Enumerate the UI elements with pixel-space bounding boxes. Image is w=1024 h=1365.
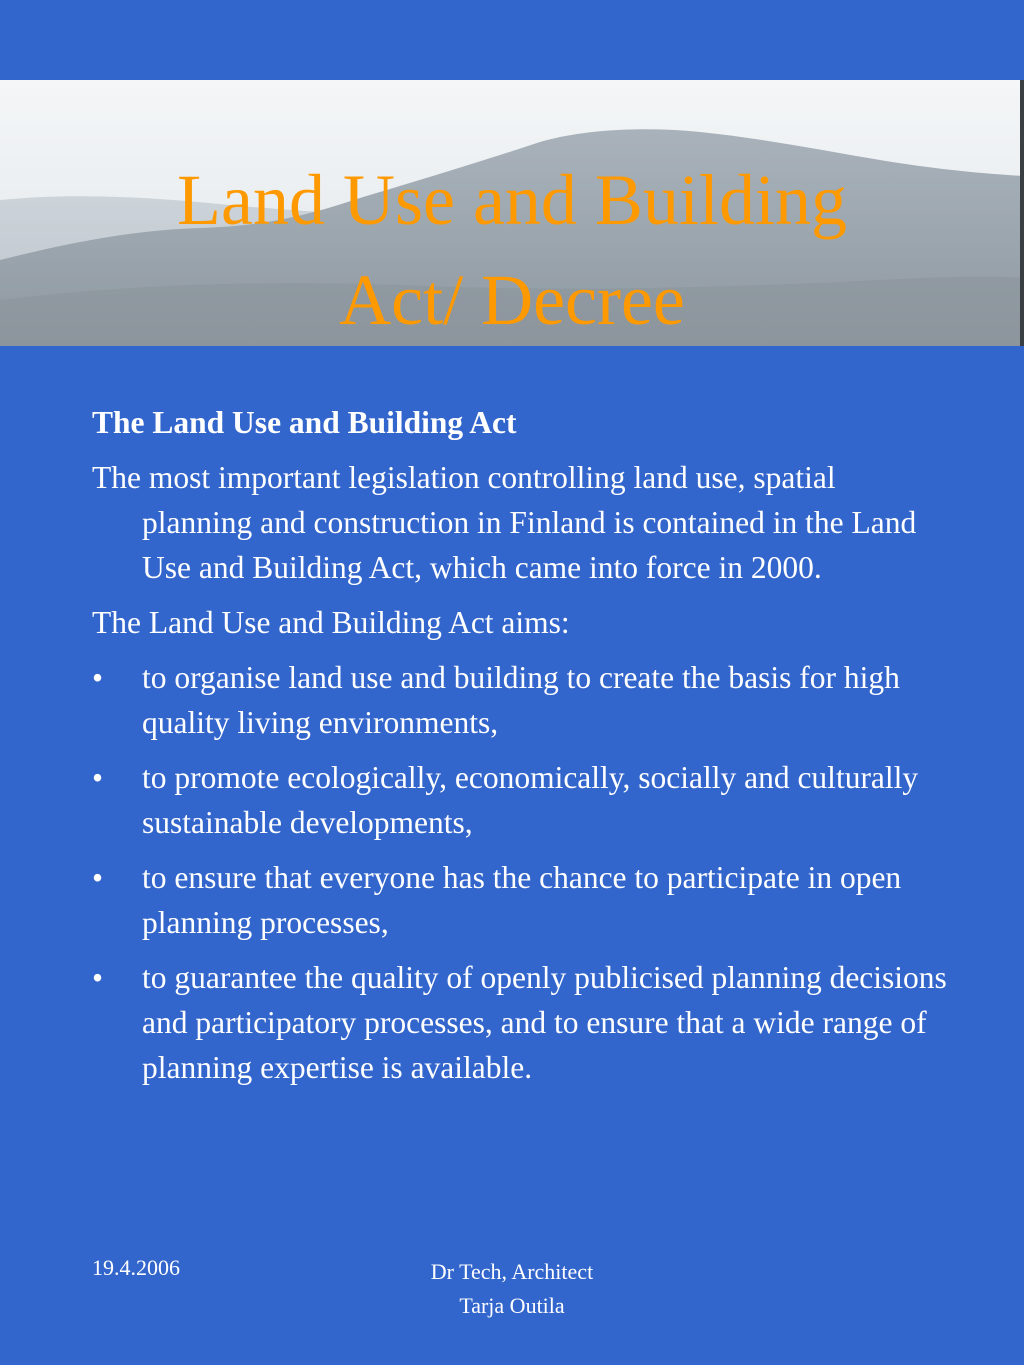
slide-title-line-2: Act/ Decree <box>339 260 685 340</box>
aims-list-item <box>92 755 952 845</box>
footer-author <box>382 1255 642 1323</box>
bullet-icon: • <box>92 960 104 995</box>
footer-date: 19.4.2006 <box>92 1255 180 1280</box>
aims-list-item-text: to organise land use and building to create the basis for high quality living environments, <box>142 660 900 740</box>
aims-intro: The Land Use and Building Act aims: <box>92 605 570 640</box>
slide-title <box>0 150 1024 350</box>
bullet-icon: • <box>92 760 104 795</box>
aims-list-item-text: to ensure that everyone has the chance to participate in open planning processes, <box>142 860 902 940</box>
aims-list-item-text: to promote ecologically, economically, socially and culturally sustainable developments, <box>142 760 919 840</box>
bullet-icon: • <box>92 860 104 895</box>
section-heading: The Land Use and Building Act <box>92 405 517 440</box>
aims-list-item <box>92 955 952 1090</box>
aims-list-item <box>92 855 952 945</box>
aims-list-item <box>92 655 952 745</box>
aims-list <box>92 655 952 1090</box>
slide-title-line-1: Land Use and Building <box>177 160 847 240</box>
intro-paragraph: The most important legislation controlling land use, spatial planning and construction in Finland is contained in the Land Use and Building Act, which came into force in 2000. <box>92 460 917 585</box>
footer-author-line-2: Tarja Outila <box>459 1293 565 1318</box>
slide-body <box>92 400 952 1100</box>
bullet-icon: • <box>92 660 104 695</box>
aims-list-item-text: to guarantee the quality of openly publicised planning decisions and participatory processes, and to ensure that a wide range of planning expertise is available. <box>142 960 947 1085</box>
footer-author-line-1: Dr Tech, Architect <box>430 1259 594 1284</box>
